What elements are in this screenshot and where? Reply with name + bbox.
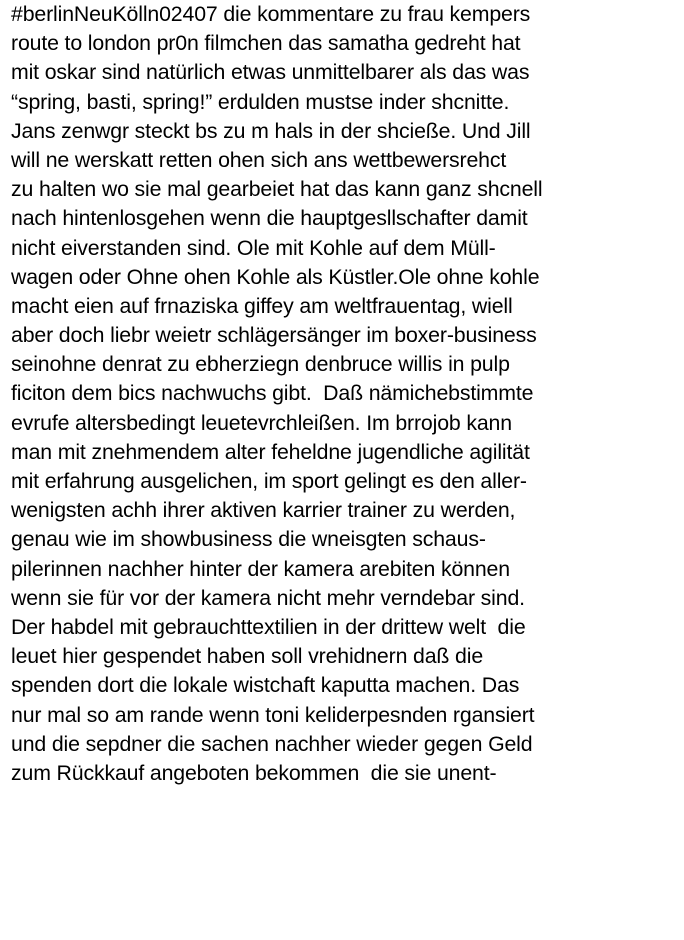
text-line: macht eien auf frnaziska giffey am weltfrauentag, wiell <box>11 293 513 318</box>
text-line: mit erfahrung ausgelichen, im sport gelingt es den aller- <box>11 469 527 493</box>
text-line: Jans zenwgr steckt bs zu m hals in der shcieße. Und Jill <box>11 118 531 143</box>
document-body-text <box>11 0 681 788</box>
text-line: pilerinnen nachher hinter der kamera arebiten können <box>11 556 510 581</box>
text-line: route to london pr0n filmchen das samatha gedreht hat <box>11 31 521 56</box>
text-line: nur mal so am rande wenn toni keliderpesnden rgansiert <box>11 702 535 727</box>
text-line: zum Rückkauf angeboten bekommen die sie unent- <box>11 760 497 785</box>
text-line: nicht eiverstanden sind. Ole mit Kohle auf dem Müll- <box>11 235 496 260</box>
text-line: ficiton dem bics nachwuchs gibt. Daß nämichebstimmte <box>11 381 534 406</box>
text-line: evrufe altersbedingt leuetevrchleißen. Im brrojob kann <box>11 410 512 435</box>
text-line: und die sepdner die sachen nachher wieder gegen Geld <box>11 731 533 756</box>
text-line: aber doch liebr weietr schlägersänger im boxer-business <box>11 323 537 348</box>
text-line: seinohne denrat zu ebherziegn denbruce willis in pulp <box>11 352 510 377</box>
text-line: zu halten wo sie mal gearbeiet hat das kann ganz shcnell <box>11 177 543 202</box>
text-line: “spring, basti, spring!” erdulden mustse inder shcnitte. <box>11 89 510 114</box>
text-line: nach hintenlosgehen wenn die hauptgesllschafter damit <box>11 206 528 231</box>
text-line: wenigsten achh ihrer aktiven karrier trainer zu werden, <box>11 498 516 523</box>
text-line: will ne werskatt retten ohen sich ans wettbewersrehct <box>11 147 507 172</box>
text-line: #berlinNeuKölln02407 die kommentare zu frau kempers <box>11 2 531 26</box>
text-line: leuet hier gespendet haben soll vrehidnern daß die <box>11 644 484 669</box>
text-line: wenn sie für vor der kamera nicht mehr verndebar sind. <box>11 585 525 610</box>
text-line: spenden dort die lokale wistchaft kaputta machen. Das <box>11 673 520 698</box>
text-line: genau wie im showbusiness die wneisgten schaus- <box>11 527 486 552</box>
text-line: wagen oder Ohne ohen Kohle als Küstler.Ole ohne kohle <box>11 264 540 289</box>
text-line: man mit znehmendem alter feheldne jugendliche agilität <box>11 439 530 464</box>
text-line: Der habdel mit gebrauchttextilien in der drittew welt die <box>11 614 526 639</box>
text-line: mit oskar sind natürlich etwas unmittelbarer als das was <box>11 60 530 85</box>
